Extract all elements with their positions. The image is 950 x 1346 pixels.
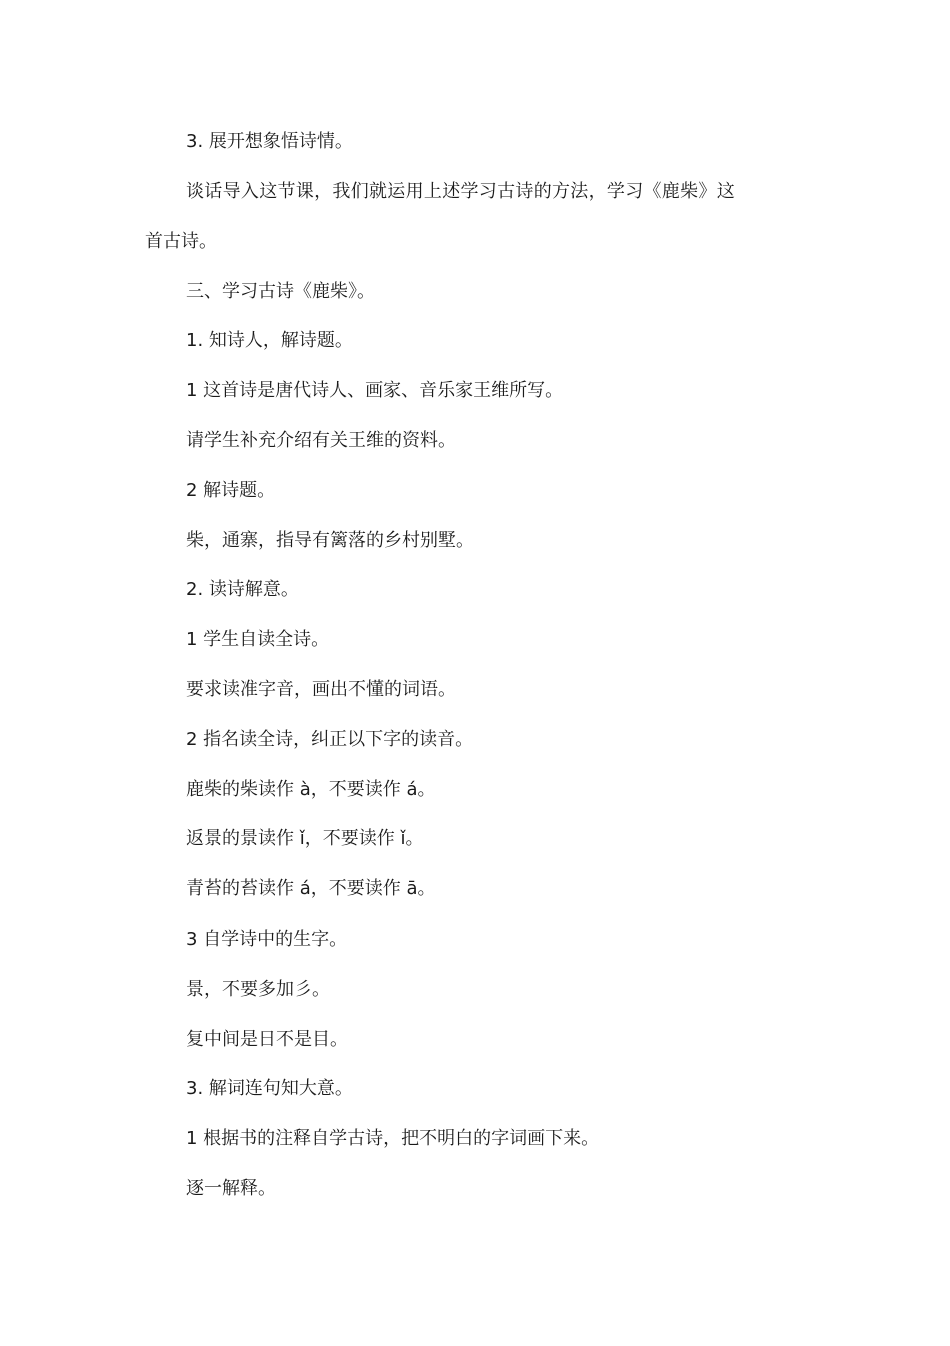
paragraph-intro-continued: 首古诗。 <box>145 231 217 252</box>
text-pronunciation-chai: 鹿柴的柴读作 à，不要读作 á。 <box>186 779 436 800</box>
section-heading-learn-poem: 三、学习古诗《鹿柴》。 <box>186 281 375 302</box>
text-correct-pronunciation: 2 指名读全诗，纠正以下字的读音。 <box>186 729 474 750</box>
subheading-poet-title: 1. 知诗人，解诗题。 <box>186 330 353 351</box>
subheading-understand-meaning: 3. 解词连句知大意。 <box>186 1078 353 1099</box>
text-self-study-characters: 3 自学诗中的生字。 <box>186 929 348 950</box>
paragraph-intro: 谈话导入这节课，我们就运用上述学习古诗的方法，学习《鹿柴》这 <box>186 181 735 202</box>
text-self-read: 1 学生自读全诗。 <box>186 629 330 650</box>
text-explain-one-by-one: 逐一解释。 <box>186 1178 276 1199</box>
heading-imagine-poem: 3. 展开想象悟诗情。 <box>186 131 353 152</box>
subheading-read-poem: 2. 读诗解意。 <box>186 579 299 600</box>
text-student-supplement: 请学生补充介绍有关王维的资料。 <box>186 430 456 451</box>
text-jing-note: 景，不要多加彡。 <box>186 979 330 1000</box>
text-read-requirement: 要求读准字音，画出不懂的词语。 <box>186 679 456 700</box>
text-chai-meaning: 柴，通寨，指导有篱落的乡村别墅。 <box>186 530 474 551</box>
text-pronunciation-jing: 返景的景读作 ǐ，不要读作 ǐ。 <box>186 828 424 849</box>
text-study-notes: 1 根据书的注释自学古诗，把不明白的字词画下来。 <box>186 1128 600 1149</box>
text-fu-note: 复中间是日不是目。 <box>186 1029 348 1050</box>
text-poet-info: 1 这首诗是唐代诗人、画家、音乐家王维所写。 <box>186 380 564 401</box>
text-explain-title: 2 解诗题。 <box>186 480 276 501</box>
text-pronunciation-tai: 青苔的苔读作 á，不要读作 ā。 <box>186 878 436 899</box>
